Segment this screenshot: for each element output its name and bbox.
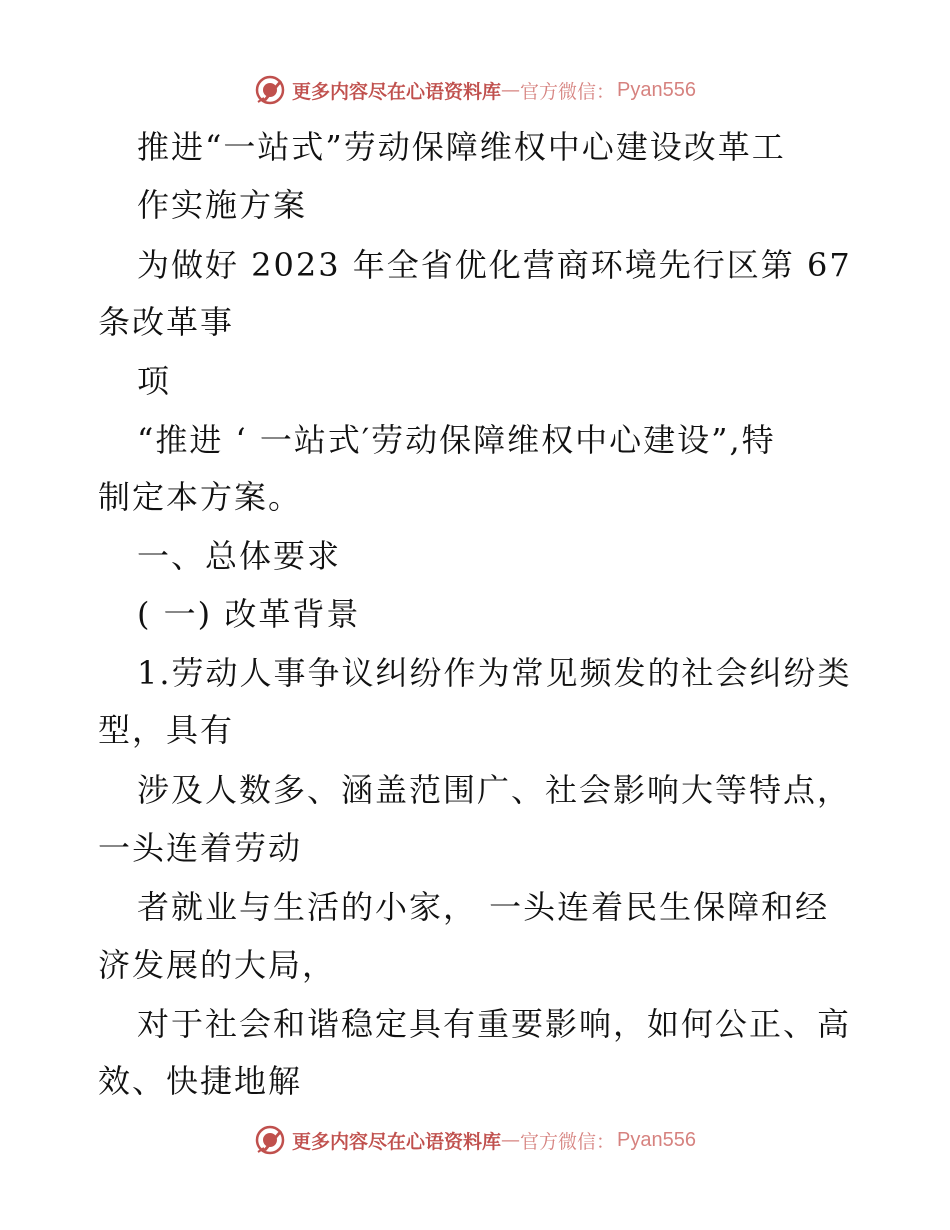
banner-dash: —	[501, 1129, 521, 1151]
banner-wechat-label: 官方微信：	[520, 80, 616, 103]
doc-text-line: 为做好 2023 年全省优化营商环境先行区第 67	[137, 246, 852, 284]
banner-wechat-id: Pyan556	[617, 1128, 696, 1151]
banner-brand: 更多内容尽在心语资料库	[292, 1130, 502, 1153]
banner-wechat-id: Pyan556	[617, 78, 696, 101]
header-banner	[0, 70, 950, 110]
subsection-heading: ( 一) 改革背景	[137, 595, 361, 633]
quill-logo-icon	[254, 1124, 286, 1156]
doc-text-line: “推进 ‘ 一站式′劳动保障维权中心建设”,特	[137, 421, 776, 459]
doc-text-line: 型，具有	[98, 711, 235, 749]
doc-text-line: 涉及人数多、涵盖范围广、社会影响大等特点，	[137, 771, 852, 809]
doc-text-line: 条改革事	[98, 303, 235, 341]
doc-text-line: 制定本方案。	[98, 478, 303, 516]
banner-dash: —	[501, 79, 521, 101]
doc-title-line-1: 推进“一站式”劳动保障维权中心建设改革工	[137, 128, 786, 166]
doc-text-line: 效、快捷地解	[98, 1062, 303, 1100]
doc-text-line: 一头连着劳动	[98, 829, 303, 867]
doc-text-line: 对于社会和谐稳定具有重要影响，如何公正、高	[137, 1005, 852, 1043]
doc-text-line: 1.劳动人事争议纠纷作为常见频发的社会纠纷类	[137, 654, 852, 692]
doc-title-line-2: 作实施方案	[137, 186, 308, 224]
section-heading: 一、总体要求	[137, 537, 342, 575]
banner-wechat-label: 官方微信：	[520, 1130, 616, 1153]
footer-banner	[0, 1120, 950, 1160]
doc-text-line: 济发展的大局，	[98, 946, 337, 984]
quill-logo-icon	[254, 74, 286, 106]
banner-brand: 更多内容尽在心语资料库	[292, 80, 502, 103]
doc-text-line: 者就业与生活的小家， 一头连着民生保障和经	[137, 888, 830, 926]
doc-text-line: 项	[137, 362, 172, 400]
